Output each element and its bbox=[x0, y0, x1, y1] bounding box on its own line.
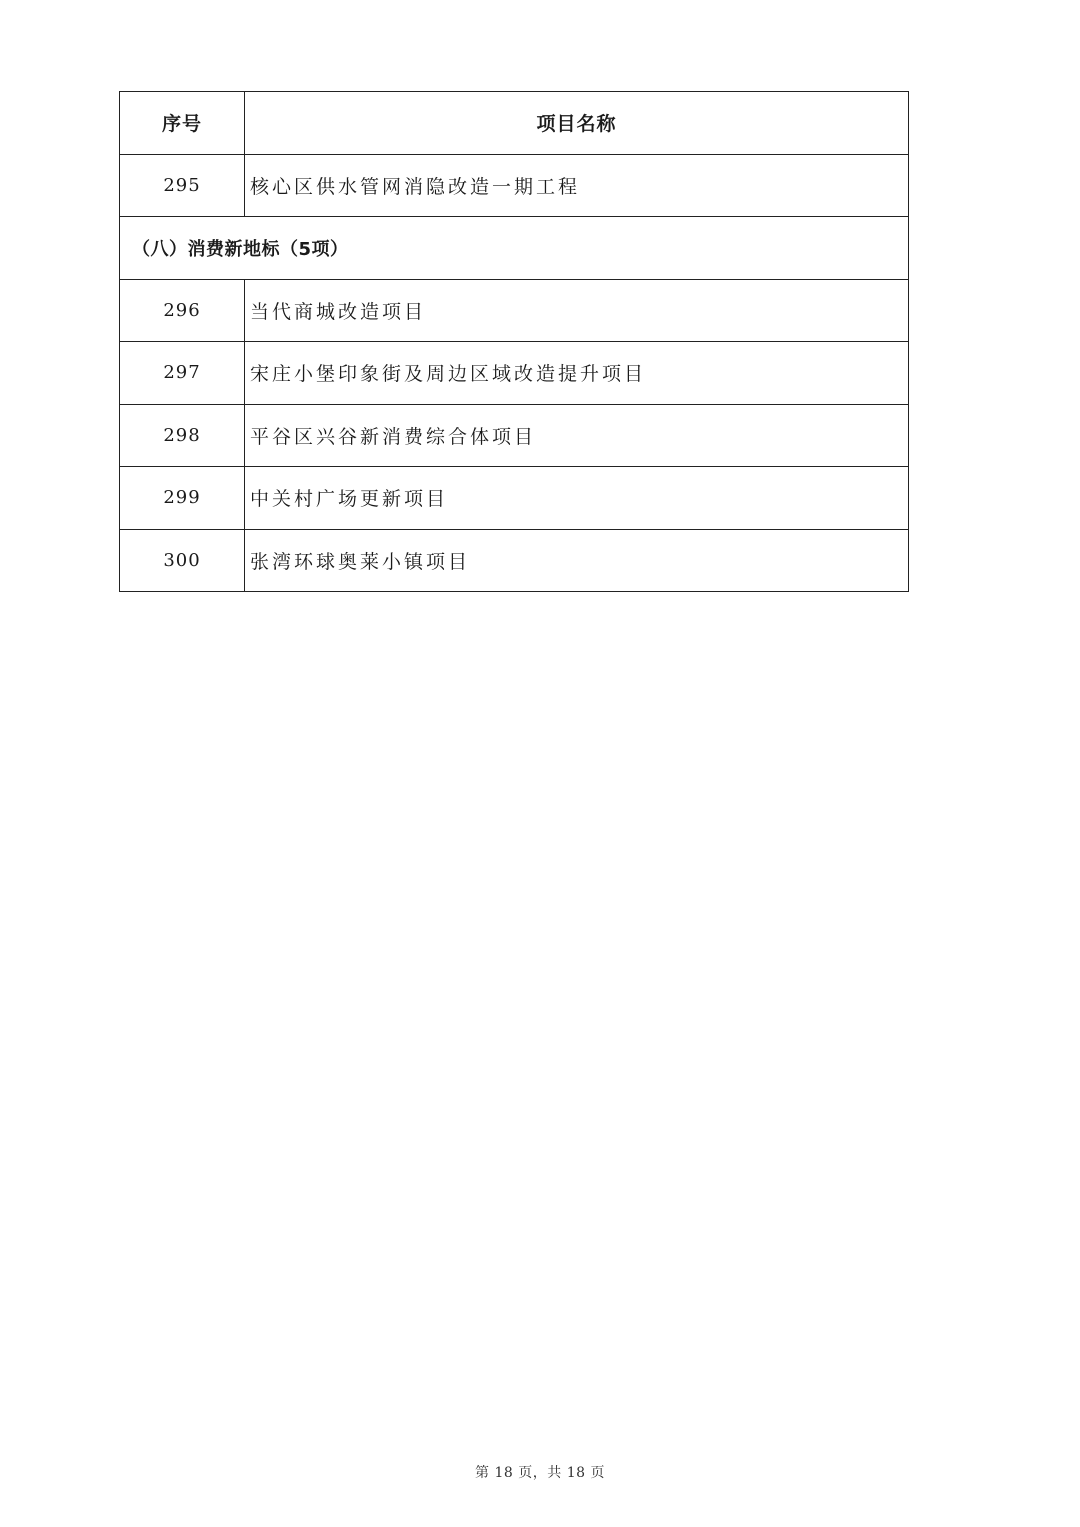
table-row bbox=[120, 154, 909, 217]
header-serial-number: 序号 bbox=[120, 92, 245, 155]
row-project-name: 中关村广场更新项目 bbox=[245, 467, 909, 530]
project-table bbox=[119, 91, 909, 592]
row-project-name: 平谷区兴谷新消费综合体项目 bbox=[245, 404, 909, 467]
section-row bbox=[120, 217, 909, 280]
page-footer: 第 18 页，共 18 页 bbox=[475, 1465, 605, 1481]
row-serial-number: 296 bbox=[120, 279, 245, 342]
row-project-name: 张湾环球奥莱小镇项目 bbox=[245, 529, 909, 592]
row-serial-number: 297 bbox=[120, 342, 245, 405]
table-header-row bbox=[120, 92, 909, 155]
row-project-name: 当代商城改造项目 bbox=[245, 279, 909, 342]
section-title: （八）消费新地标（5项） bbox=[120, 217, 909, 280]
row-serial-number: 299 bbox=[120, 467, 245, 530]
table-row bbox=[120, 279, 909, 342]
table-row bbox=[120, 342, 909, 405]
row-project-name: 宋庄小堡印象街及周边区域改造提升项目 bbox=[245, 342, 909, 405]
table-row bbox=[120, 467, 909, 530]
header-project-name: 项目名称 bbox=[245, 92, 909, 155]
row-serial-number: 298 bbox=[120, 404, 245, 467]
row-serial-number: 300 bbox=[120, 529, 245, 592]
row-project-name: 核心区供水管网消隐改造一期工程 bbox=[245, 154, 909, 217]
table-row bbox=[120, 529, 909, 592]
row-serial-number: 295 bbox=[120, 154, 245, 217]
table-row bbox=[120, 404, 909, 467]
